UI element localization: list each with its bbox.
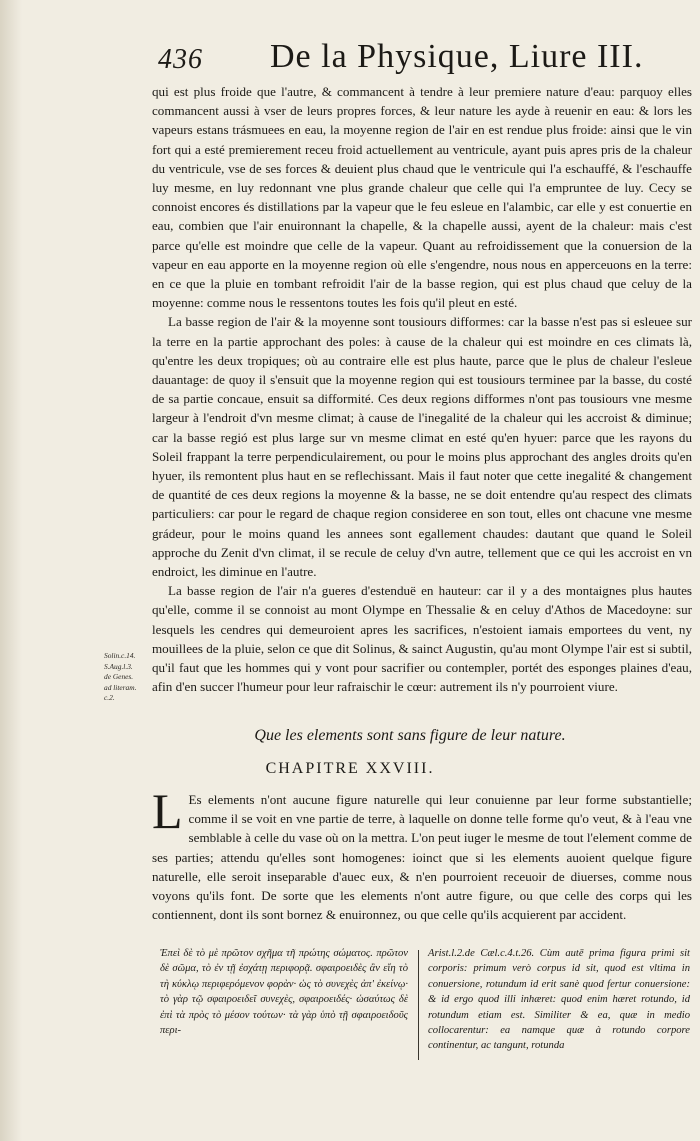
chapter-number: CHAPITRE XXVIII. [265, 760, 435, 777]
marginal-note: Solin.c.14. [104, 651, 136, 660]
paragraph-regions: La basse region de l'air & la moyenne sont tousiours difformes: car la basse n'est pas si esleuee sur la terre en la partie approchant des poles: à cause de la chaleur qui est moindre en ces climats là, qu'entre les deux tropiques; où au contraire elle est plus haute, parce que le plus de chaleur l'esleue dauantage: de quoy il s'ensuit que la moyenne region qui est tousiours terminee par la basse, du costé de sa partie concaue, ensuit sa difformité. Ces deux regions difformes n'ont pas tousiours vne mesme largeur à l'endroit d'vn mesme climat; à cause de l'inegalité de la chaleur qui les accroist & diminue; car la basse regió est plus large sur vn mesme climat en esté qu'en hyuer: parce que les rayons du Soleil frappant la terre perpendiculairement, ou pour le moins plus approchant des angles droits qu'en hyuer, ils remontent plus haut en se reflechissant. Mais il faut noter que cette inegalité & changement de quantité de ces deux regions la moyenne & la basse, ne se doit entendre qu'au respect des climats particuliers: car pour le regard de chaque region consideree en son tout, elles ont chacune vne mesme grádeur, pour le moins quand les annees sont egallement chaudes: dautant que quand le Soleil approche du Zenit d'vn climat, il se recule de celuy d'vn autre, tellement que ce qui les accroist en vn endroict, les diminue en l'autre. [152, 314, 692, 580]
greek-quotation: Ἐπεὶ δὲ τὸ μὲ πρῶτον σχῆμα τῆ πρώτης σώματος. πρῶτον δὲ σῶμα, τὸ ἐν τῇ ἐσχάτῃ περιφορᾷ. σφαιροειδὲς ἂν εἴη τὸ τὴ κύκλῳ περιφερόμενον φορὰν· ὡς τὸ συνεχὲς ἀπ' ἐκείνῳ· τὸ γὰρ τῷ σφαιροειδεῖ συνεχὲς, σφαιροειδές· ὡσαύτως δὲ ἐπὶ τὰ πρὸς τὸ μέσον τούτων· τὰ γὰρ ὑπὸ τῇ σφαιροειδοῦς περι- [160, 948, 408, 1037]
paragraph-continuation: qui est plus froide que l'autre, & commancent à tendre à leur premiere nature d'eau: parquoy elles commancent aussi à vser de leurs propres forces, & leur nature les ayde à reuenir en eau: & lors les vapeurs estans trásmuees en eau, la moyenne region de l'air en est rendue plus froide: ainsi que le vin fort qui a esté premierement receu froid actuellement au ventricule, ayant puis apres pris de la chaleur du ventricule, vse de ses forces & deuient plus chaud que le ventricule qui l'a eschauffé, & l'eschauffe luy mesme, en luy redonnant vne plus grande chaleur que celle qui l'a empruntee de luy. Cecy se connoist encores és distillations par la vapeur que le feu esleue en l'alambic, car elle y est conuertie en eau, combien que l'air enuironnant la chapelle, & la chapelle aussi, ayent de la chaleur: mais c'est parce qu'elle est moindre que celle de la vapeur. Quant au refroidissement que la conuersion de la vapeur en eau apporte en la moyenne region où elle s'engendre, nous nous en apperceuons en la terre: en ce que la pluie en tombant refroidit l'air de la basse region, qui est plus chaud que celuy de la moyenne: comme nous le ressentons toutes les fois qu'il pleut en esté. [152, 84, 692, 311]
page-header [158, 38, 678, 78]
marginal-note: ad literam. [104, 682, 137, 692]
paragraph-olympus: La basse region de l'air n'a gueres d'estenduë en hauteur: car il y a des montaignes plus hautes qu'elle, comme il se connoist au mont Olympe en Thessalie & en celuy d'Athos de Macedoyne: sur lesquels les cendres qui demeuroient apres les sacrifices, n'estoient iamais emportees du vent, ny mouillees de la pluie, selon ce que dit Solinus, & sainct Augustin, qu'au mont Olympe l'air est si subtil, qu'il faut que les hommes qui y vont pour sacrifier ou contempler, portét des esponges plaines d'eau, afin d'en succer l'humeur pour leur rafraischir le cœur: autrement ils n'y pourroient viure. [152, 583, 692, 695]
chapter-paragraph: Es elements n'ont aucune figure naturelle qui leur conuienne par leur forme substantielle; comme il se voit en vne partie de terre, à laquelle on donne telle forme qu'o veut, & à l'eau vne semblable à celle du vase où on la mettra. L'on peut iuger le mesme de tout l'element comme de ses parties; attendu qu'elles sont homogenes: ioinct que si les elements auoient quelque figure naturelle, elle seroit inseparable d'auec eux, & n'en pourroient receuoir de diuerses, comme nous voyons qu'ils font. De sorte que les elements n'ont autre figure, ou que celle des corps qui les contiennent, dont ils sont bornez & enuironnez, ou que celle qu'ils acquierent par accident. [152, 792, 692, 923]
chapter-title-text: Que les elements sont sans figure de leur nature. [254, 727, 566, 744]
running-title: De la Physique, Liure III. [270, 38, 644, 75]
marginal-note: de Genes. [104, 672, 134, 681]
chapter-title [0, 727, 700, 745]
page-gutter-shadow [0, 0, 22, 1141]
marginal-note: S.Aug.l.3. [104, 661, 133, 671]
latin-quotation: Arist.l.2.de Cæl.c.4.t.26. Cùm autē prima figura primi sit corporis: primum verò corpus id sit, quod est vltima in conuersione, rotundum id erit sanè quod fertur conuersione: & id ergo quod illi inhæret: quod enim hæret rotundo, id rotundum etiam est. Similiter & ea, quæ in medio collocarentur: ea namque quæ à rotundo corpore continentur, ac tangunt, rotunda [428, 948, 690, 1052]
main-text [152, 82, 692, 697]
chapter-text [152, 783, 692, 924]
drop-cap: L [152, 783, 183, 839]
marginal-notes [104, 651, 152, 704]
column-divider [418, 950, 419, 1060]
marginal-note: c.2. [104, 693, 115, 702]
page-number: 436 [158, 44, 203, 75]
